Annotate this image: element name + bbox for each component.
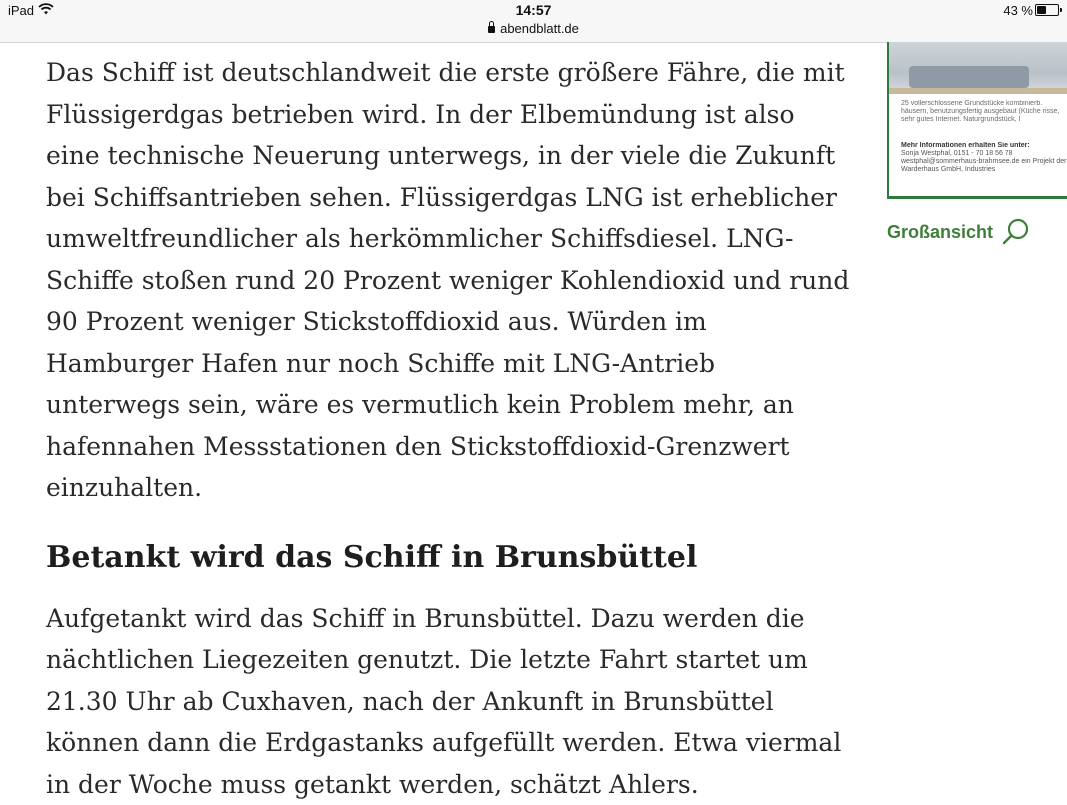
battery-percent: 43 % <box>1003 3 1033 18</box>
ad-contact <box>901 142 1067 174</box>
article-paragraph: Aufgetankt wird das Schiff in Brunsbüttel. Dazu werden die nächtlichen Liegezeiten genutzt. Die letzte Fahrt startet um 21.30 Uhr ab Cuxhaven, nach der Ankunft in Brunsbüttel können dann die Erdgastanks aufgefüllt werden. Etwa viermal in der Woche muss getankt werden, schätzt Ahlers. <box>46 598 856 805</box>
ad-contact-details: Sonja Westphal, 0151 - 70 18 56 78 westphal@sommerhaus-brahmsee.de ein Projekt der Warderhaus GmbH, Industries <box>901 150 1066 173</box>
ad-image <box>889 42 1067 94</box>
lock-icon <box>488 26 495 33</box>
enlarge-label: Großansicht <box>887 222 993 243</box>
status-bar <box>0 0 1067 43</box>
ad-description: 25 vollerschlossene Grundstücke kombinierb. häusern, benutzungsfertig ausgebaut (Küche risse, sehr gutes Internet. Naturgrundstück, I <box>901 100 1067 124</box>
ad-contact-heading: Mehr Informationen erhalten Sie unter: <box>901 142 1030 149</box>
enlarge-link[interactable] <box>887 216 1031 248</box>
article-paragraph: Das Schiff ist deutschlandweit die erste größere Fähre, die mit Flüssigerdgas betrieben wird. In der Elbemündung ist also eine technische Neuerung unterwegs, in der viele die Zukunft bei Schiffsantrieben sehen. Flüssigerdgas LNG ist erheblicher umweltfreundlicher als herkömmlicher Schiffsdiesel. LNG-Schiffe stoßen rund 20 Prozent weniger Kohlendioxid und rund 90 Prozent weniger Stickstoffdioxid aus. Würden im Hamburger Hafen nur noch Schiffe mit LNG-Antrieb unterwegs sein, wäre es vermutlich kein Problem mehr, an hafennahen Messstationen den Stickstoffdioxid-Grenzwert einzuhalten. <box>46 52 856 509</box>
device-name: iPad <box>8 3 34 18</box>
battery-fill <box>1037 6 1046 14</box>
section-heading: Betankt wird das Schiff in Brunsbüttel <box>46 538 856 578</box>
url-text: abendblatt.de <box>500 21 579 36</box>
clock: 14:57 <box>0 2 1067 18</box>
advertisement[interactable] <box>887 42 1067 199</box>
article-body <box>46 42 856 805</box>
magnifier-icon <box>1001 217 1031 247</box>
battery-icon <box>1035 4 1059 16</box>
address-bar[interactable] <box>0 21 1067 36</box>
